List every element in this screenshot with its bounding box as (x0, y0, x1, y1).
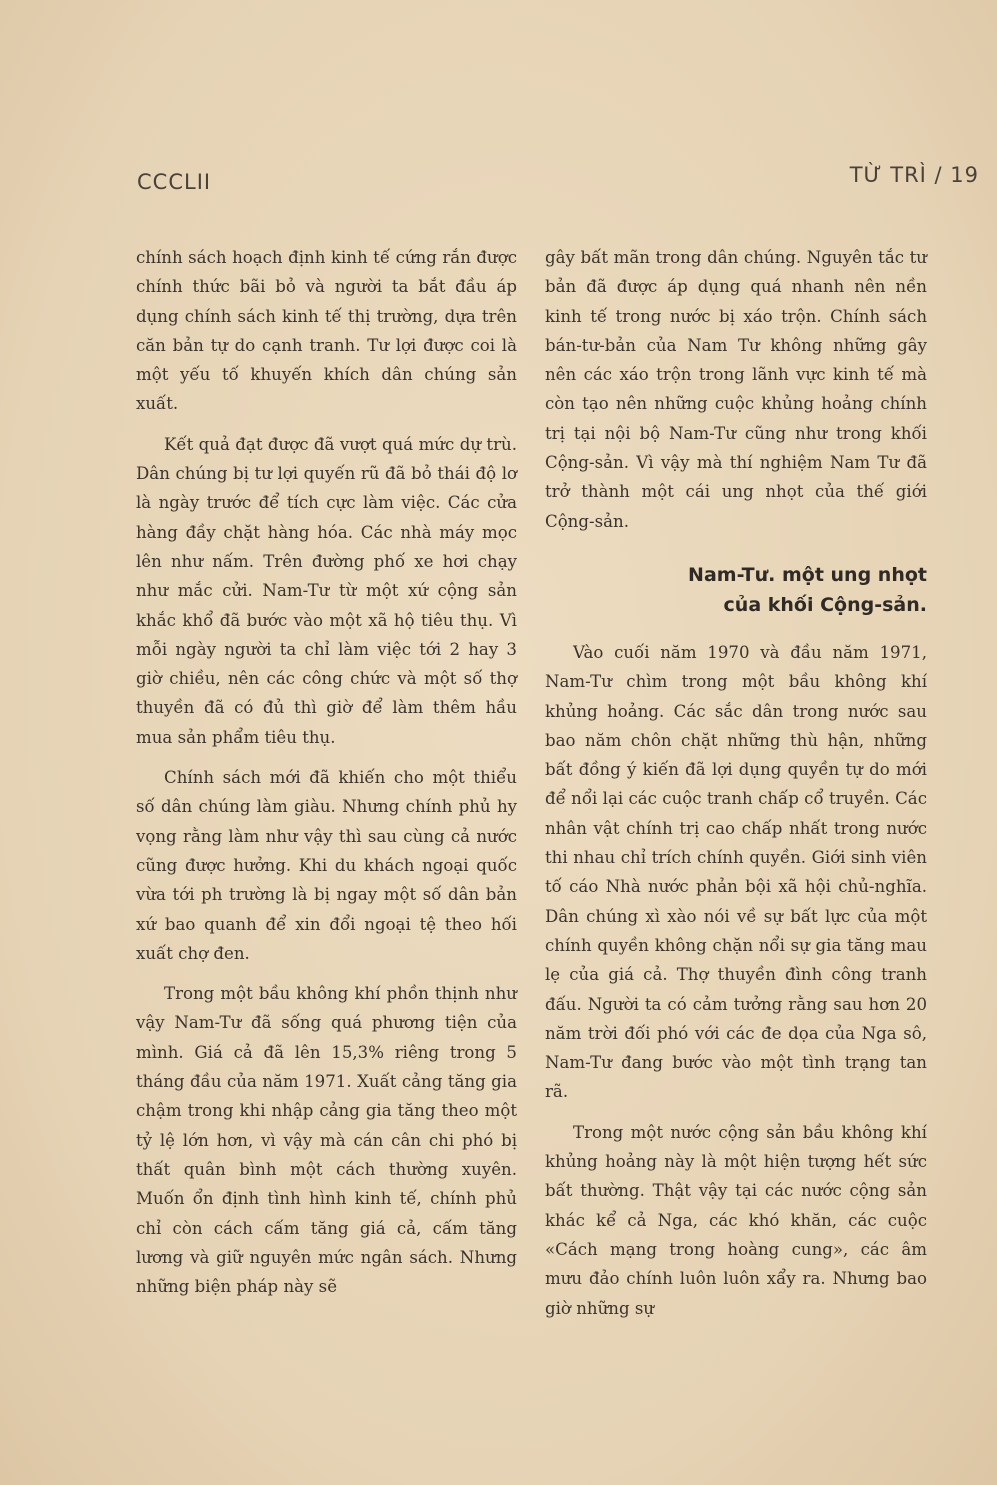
paragraph: Trong một bầu không khí phồn thịnh như vậy Nam-Tư đã sống quá phương tiện của mình. Giá cả đã lên 15,3% riêng trong 5 tháng đầu của năm 1971. Xuất cảng tăng gia chậm trong khi nhập cảng gia tăng theo một tỷ lệ lớn hơn, vì vậy mà cán cân chi phó bị thất quân bình một cách thường xuyên. Muốn ổn định tình hình kinh tế, chính phủ chỉ còn cách cấm tăng giá cả, cấm tăng lương và giữ nguyên mức ngân sách. Nhưng những biện pháp này sẽ (136, 984, 517, 1297)
paragraph: chính sách hoạch định kinh tế cứng rắn được chính thức bãi bỏ và người ta bắt đầu áp dụng chính sách kinh tế thị trường, dựa trên căn bản tự do cạnh tranh. Tư lợi được coi là một yếu tố khuyến khích dân chúng sản xuất. (136, 248, 517, 414)
right-column (545, 243, 927, 1334)
left-column (136, 243, 517, 1312)
paragraph: Vào cuối năm 1970 và đầu năm 1971, Nam-Tư chìm trong một bầu không khí khủng hoảng. Các sắc dân trong nước sau bao năm chôn chặt những thù hận, những bất đồng ý kiến đã lợi dụng quyền tự do mới để nổi lại các cuộc tranh chấp cổ truyền. Các nhân vật chính trị cao chấp nhất trong nước thi nhau chỉ trích chính quyền. Giới sinh viên tố cáo Nhà nước phản bội xã hội chủ-nghĩa. Dân chúng xì xào nói về sự bất lực của một chính quyền không chặn nổi sự gia tăng mau lẹ của giá cả. Thợ thuyền đình công tranh đấu. Người ta có cảm tưởng rằng sau hơn 20 năm trời đối phó với các đe dọa của Nga sô, Nam-Tư đang bước vào một tình trạng tan rã. (545, 642, 927, 1102)
running-header: TỪ TRÌ / 19 (849, 163, 979, 187)
paragraph: Kết quả đạt được đã vượt quá mức dự trù. Dân chúng bị tư lợi quyến rũ đã bỏ thái độ lơ là ngày trước để tích cực làm việc. Các cửa hàng đầy chặt hàng hóa. Các nhà máy mọc lên như nấm. Trên đường phố xe hơi chạy như mắc cửi. Nam-Tư từ một xứ cộng sản khắc khổ đã bước vào một xã hộ tiêu thụ. Vì mỗi ngày người ta chỉ làm việc tới 2 hay 3 giờ chiều, nên các công chức và một số thợ thuyền đã có đủ thì giờ để làm thêm hầu mua sản phẩm tiêu thụ. (136, 434, 517, 747)
page-number-roman: CCCLII (137, 170, 212, 194)
paragraph: Chính sách mới đã khiến cho một thiểu số dân chúng làm giàu. Nhưng chính phủ hy vọng rằng làm như vậy thì sau cùng cả nước cũng được hưởng. Khi du khách ngoại quốc vừa tới ph trường là bị ngay một số dân bản xứ bao quanh để xin đổi ngoại tệ theo hối xuất chợ đen. (136, 768, 517, 963)
section-heading-line: của khối Cộng-sản. (723, 593, 927, 616)
section-heading (545, 560, 927, 620)
section-heading-line: Nam-Tư. một ung nhọt (688, 563, 927, 586)
paragraph: gây bất mãn trong dân chúng. Nguyên tắc tư bản đã được áp dụng quá nhanh nên nền kinh tế trong nước bị xáo trộn. Chính sách bán-tư-bản của Nam Tư không những gây nên các xáo trộn trong lãnh vực kinh tế mà còn tạo nên những cuộc khủng hoảng chính trị tại nội bộ Nam-Tư cũng như trong khối Cộng-sản. Vì vậy mà thí nghiệm Nam Tư đã trở thành một cái ung nhọt của thế giới Cộng-sản. (545, 248, 927, 531)
paragraph: Trong một nước cộng sản bầu không khí khủng hoảng này là một hiện tượng hết sức bất thường. Thật vậy tại các nước cộng sản khác kể cả Nga, các khó khăn, các cuộc «Cách mạng trong hoàng cung», các âm mưu đảo chính luôn luôn xẩy ra. Nhưng bao giờ những sự (545, 1122, 927, 1318)
